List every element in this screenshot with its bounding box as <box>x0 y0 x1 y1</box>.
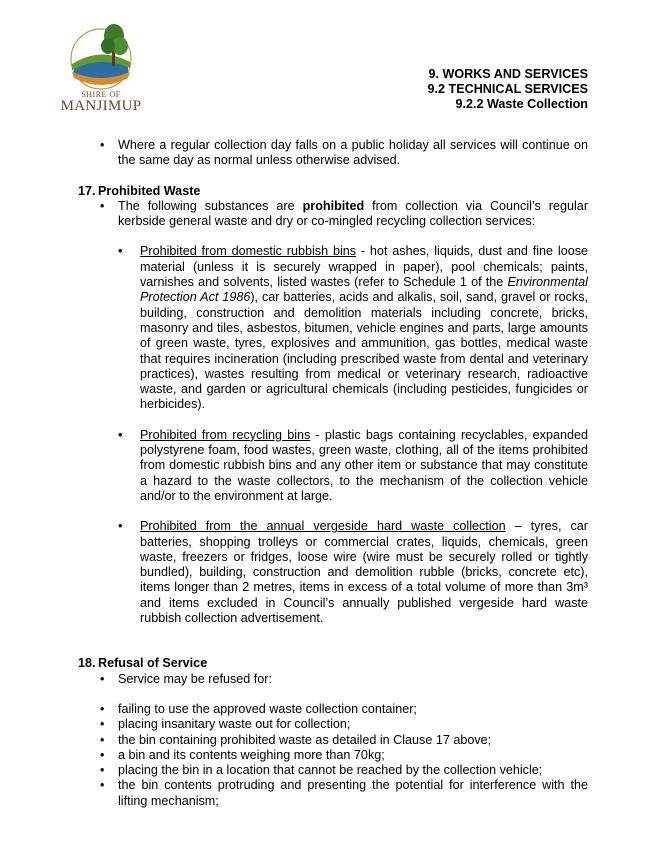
list-item <box>78 763 588 778</box>
section-17-lead <box>78 199 588 230</box>
prohibited-domestic-heading: Prohibited from domestic rubbish bins <box>140 244 357 259</box>
bullet-icon: • <box>100 778 105 793</box>
logo-shire-of-text: SHIRE OF <box>81 90 121 99</box>
bullet-icon: • <box>118 427 123 442</box>
section-17-title: Prohibited Waste <box>98 183 201 198</box>
shire-logo <box>58 22 144 122</box>
section-18-lead-text: Service may be refused for: <box>118 671 272 686</box>
list-item <box>78 748 588 763</box>
shire-emblem-icon <box>58 22 144 92</box>
header-subsection: 9.2 TECHNICAL SERVICES <box>427 82 588 97</box>
bullet-icon: • <box>100 701 105 716</box>
logo-manjimup-text: MANJIMUP <box>60 98 142 114</box>
lead-text-bold: prohibited <box>302 198 365 213</box>
prohibited-domestic-item <box>78 244 588 412</box>
section-18-heading <box>78 656 588 671</box>
refusal-reason: a bin and its contents weighing more than 70kg; <box>118 747 385 762</box>
refusal-reason: the bin containing prohibited waste as detailed in Clause 17 above; <box>118 732 492 747</box>
bullet-icon: • <box>118 244 123 259</box>
prohibited-recycling-heading: Prohibited from recycling bins <box>140 427 311 442</box>
lead-text-post: from collection via Council’s regular kerbside general waste and dry or co-mingled recycling collection services: <box>118 198 589 229</box>
prohibited-recycling-text: - plastic bags containing recyclables, expanded polystyrene foam, food wastes, green waste, clothing, all of the items prohibited from domestic rubbish bins and any other item or substance that may constitute a hazard to the waste collectors, to the mechanism of the collection vehicle and/or to the environment at large. <box>140 427 588 503</box>
act-reference: Environmental Protection Act 1986 <box>140 275 588 305</box>
prohibited-domestic-text-b: ), car batteries, acids and alkalis, soil, sand, gravel or rocks, building, construction and demolition materials including concrete, bricks, masonry and tiles, asbestos, bitumen, vehicle engines and parts, large amounts of green waste, tyres, explosives and ammunition, gas bottles, medical waste that requires incineration (including prescribed waste from dental and veterinary practices), wastes resulting from medical or veterinary research, radioactive waste, and garden or agricultural chemicals (including pesticides, fungicides or herbicides). <box>140 290 588 412</box>
prohibited-vergeside-item <box>78 519 588 626</box>
prohibited-vergeside-heading: Prohibited from the annual vergeside hard waste collection <box>140 519 506 534</box>
section-18-number: 18. <box>78 656 96 671</box>
prohibited-vergeside-text: – tyres, car batteries, shopping trolleys or commercial crates, liquids, chemicals, green waste, freezers or fridges, loose wire (wire must be securely rolled or tightly bundled), building, construction and demolition rubble (bricks, concrete etc), items longer than 2 metres, items in excess of a total volume of more than 3m³ and items excluded in Council’s annually published vergeside hard waste rubbish collection advertisement. <box>140 519 588 626</box>
section-18-title: Refusal of Service <box>98 656 208 671</box>
prohibited-recycling-item <box>78 428 588 504</box>
bullet-icon: • <box>100 763 105 778</box>
header-section: 9. WORKS AND SERVICES <box>428 67 588 81</box>
section-18-lead <box>78 672 588 687</box>
intro-bullet-text: Where a regular collection day falls on a public holiday all services will continue on the same day as normal unless otherwise advised. <box>118 138 588 168</box>
bullet-icon: • <box>118 519 123 534</box>
bullet-icon: • <box>100 747 105 762</box>
document-body <box>78 138 588 809</box>
intro-bullet <box>78 138 588 169</box>
section-17-heading <box>78 184 588 199</box>
list-item <box>78 702 588 717</box>
list-item <box>78 778 588 809</box>
lead-text-pre: The following substances are <box>118 198 303 213</box>
bullet-icon: • <box>100 198 105 213</box>
refusal-reason: failing to use the approved waste collection container; <box>118 701 417 716</box>
list-item <box>78 733 588 748</box>
bullet-icon: • <box>100 671 105 686</box>
bullet-icon: • <box>100 138 105 152</box>
document-header <box>428 67 589 113</box>
bullet-icon: • <box>100 717 105 732</box>
refusal-reason: placing insanitary waste out for collection; <box>118 717 351 732</box>
section-17-number: 17. <box>78 183 96 198</box>
header-policy: 9.2.2 Waste Collection <box>455 97 588 112</box>
prohibited-domestic-text-a: - hot ashes, liquids, dust and fine loose material (unless it is securely wrapped in paper), pool chemicals; paints, varnishes and solvents, listed wastes (refer to Schedule 1 of the <box>140 244 588 290</box>
refusal-reason: placing the bin in a location that cannot be reached by the collection vehicle; <box>118 763 543 778</box>
refusal-reason: the bin contents protruding and presenting the potential for interference with the lifting mechanism; <box>118 778 588 808</box>
list-item <box>78 717 588 732</box>
bullet-icon: • <box>100 732 105 747</box>
